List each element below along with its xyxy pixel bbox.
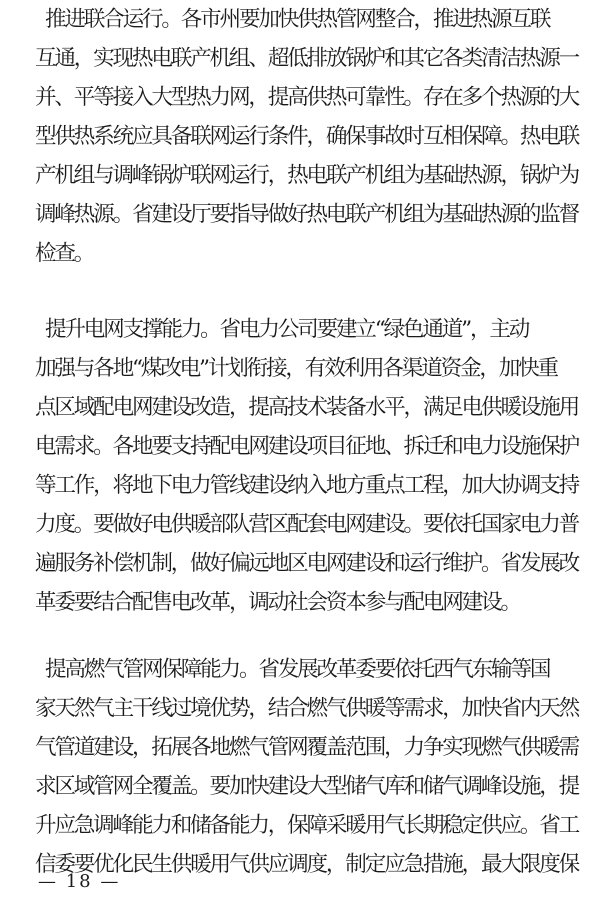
text-line: 推进联合运行。各市州要加快供热管网整合，推进热源互联	[45, 7, 550, 32]
text-line: 检查。	[35, 241, 94, 266]
text-line: 求区域管网全覆盖。要加快建设大型储气库和储气调峰设施，提	[35, 774, 579, 799]
text-line: 点区域配电网建设改造，提高技术装备水平，满足电供暖设施用	[35, 395, 579, 420]
text-line: 电需求。各地要支持配电网建设项目征地、拆迁和电力设施保护	[35, 434, 579, 459]
page-number: — 18 —	[38, 871, 121, 892]
text-line: 并、平等接入大型热力网，提高供热可靠性。存在多个热源的大	[35, 85, 579, 110]
paragraph-power-grid	[35, 310, 595, 622]
text-line: 加强与各地“煤改电”计划衔接，有效利用各渠道资金，加快重	[35, 356, 557, 381]
text-line: 信委要优化民生供暖用气供应调度，制定应急措施，最大限度保	[35, 852, 579, 877]
text-line: 力度。要做好电供暖部队营区配套电网建设。要依托国家电力普	[35, 512, 579, 537]
text-line: 产机组与调峰锅炉联网运行，热电联产机组为基础热源，锅炉为	[35, 163, 579, 188]
text-line: 革委要结合配售电改革，调动社会资本参与配电网建设。	[35, 590, 520, 615]
text-line: 提高燃气管网保障能力。省发展改革委要依托西气东输等国	[45, 657, 550, 682]
text-line: 提升电网支撑能力。省电力公司要建立“绿色通道”，主动	[45, 317, 529, 342]
text-line: 遍服务补偿机制，做好偏远地区电网建设和运行维护。省发展改	[35, 551, 579, 576]
text-line: 等工作，将地下电力管线建设纳入地方重点工程，加大协调支持	[35, 473, 579, 498]
text-line: 调峰热源。省建设厅要指导做好热电联产机组为基础热源的监督	[35, 202, 579, 227]
paragraph-gas-pipeline	[35, 650, 595, 884]
paragraph-joint-operation	[35, 0, 595, 273]
text-line: 家天然气主干线过境优势，结合燃气供暖等需求，加快省内天然	[35, 696, 579, 721]
text-line: 升应急调峰能力和储备能力，保障采暖用气长期稳定供应。省工	[35, 813, 579, 838]
text-line: 型供热系统应具备联网运行条件，确保事故时互相保障。热电联	[35, 124, 579, 149]
text-line: 气管道建设，拓展各地燃气管网覆盖范围，力争实现燃气供暖需	[35, 735, 579, 760]
text-line: 互通，实现热电联产机组、超低排放锅炉和其它各类清洁热源一	[35, 46, 579, 71]
